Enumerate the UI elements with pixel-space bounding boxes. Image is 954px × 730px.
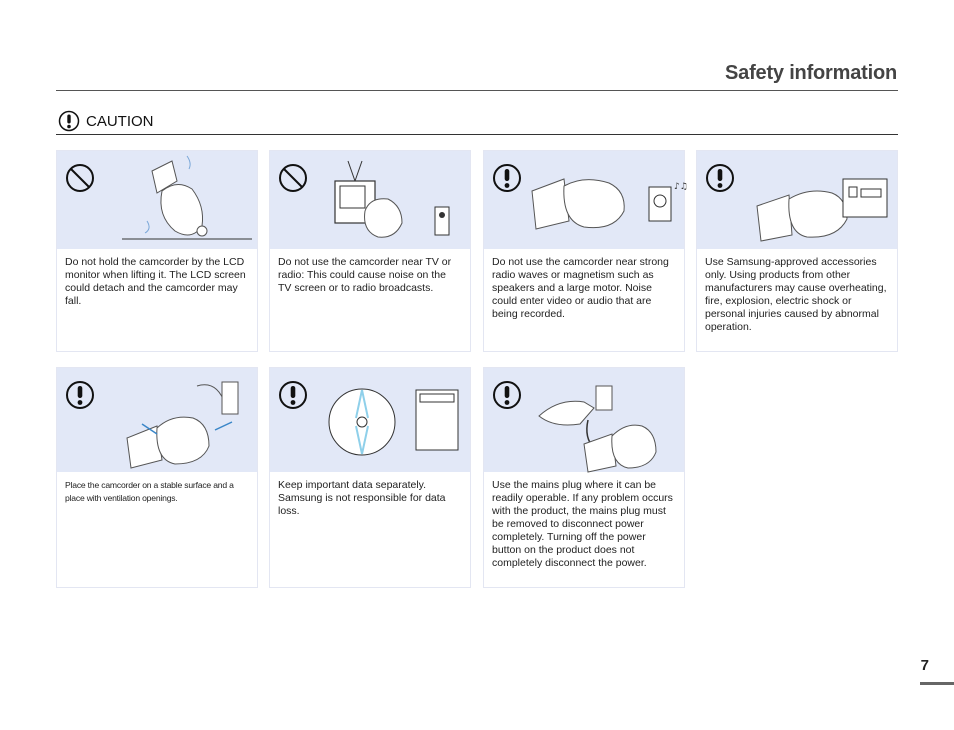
page-number: 7: [920, 657, 929, 674]
mains-plug-illustration: [484, 368, 686, 472]
camcorder-accessories-illustration: [697, 151, 899, 249]
card-text: Do not use the camcorder near strong radio waves or magnetism such as speakers and a large motor. Noise could enter video or audio that are being recorded.: [492, 256, 669, 320]
page-title: Safety information: [725, 62, 897, 84]
caution-heading: [58, 110, 154, 132]
card-illustration: [57, 368, 257, 472]
card-illustration: [270, 151, 470, 249]
card-illustration: [270, 368, 470, 472]
card-text: Do not use the camcorder near TV or radio: This could cause noise on the TV screen or to radio broadcasts.: [278, 256, 452, 294]
camcorder-near-speaker-illustration: [484, 151, 686, 249]
caution-divider: [56, 134, 898, 135]
caution-icon: [58, 110, 80, 132]
card-text: Do not hold the camcorder by the LCD monitor when lifting it. The LCD screen could detach and the camcorder may fall.: [65, 256, 246, 307]
caution-card-accessories: [696, 150, 898, 352]
camcorder-near-tv-illustration: [270, 151, 472, 249]
card-illustration: [484, 151, 688, 249]
caution-card-stable-surface: [56, 367, 258, 588]
svg-text:♪♫: ♪♫: [674, 182, 688, 192]
camcorder-ventilation-illustration: [57, 368, 259, 472]
caution-card-data-backup: [269, 367, 471, 588]
card-text: Keep important data separately. Samsung is not responsible for data loss.: [278, 479, 446, 517]
card-text: Use Samsung-approved accessories only. Using products from other manufacturers may cause overheating, fire, explosion, electric shock or personal injuries caused by abnormal operation.: [705, 256, 887, 333]
card-text: Place the camcorder on a stable surface and a place with ventilation openings.: [65, 480, 234, 503]
card-illustration: [57, 151, 257, 249]
camcorder-lcd-lifting-illustration: [57, 151, 259, 249]
header-divider: [56, 90, 898, 91]
caution-card-lcd-lifting: [56, 150, 258, 352]
card-illustration: [484, 368, 684, 472]
page-number-underline: [920, 682, 954, 685]
card-illustration: [697, 151, 897, 249]
caution-label: CAUTION: [86, 112, 154, 130]
caution-card-tv-radio: [269, 150, 471, 352]
caution-card-radio-waves: [483, 150, 688, 352]
disc-and-memory-card-illustration: [270, 368, 472, 472]
caution-card-mains-plug: [483, 367, 685, 588]
card-text: Use the mains plug where it can be readily operable. If any problem occurs with the product, the mains plug must be removed to disconnect power completely. Turning off the power button on the product does not completely disconnect the power.: [492, 479, 673, 569]
